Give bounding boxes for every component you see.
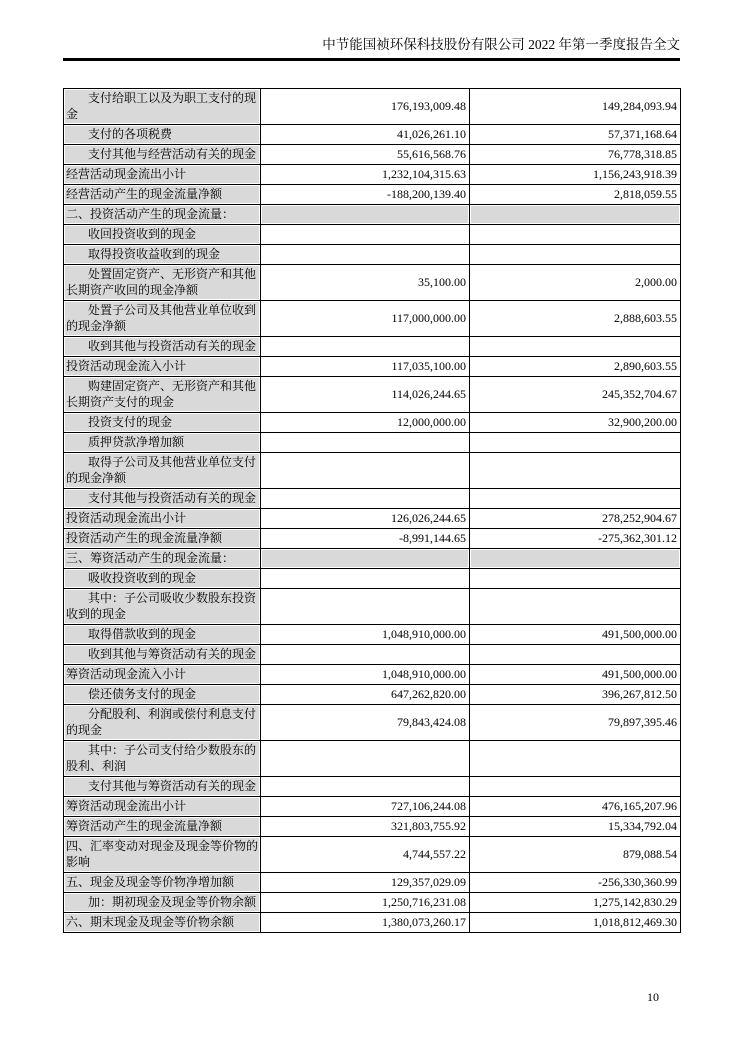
cash-flow-table-body bbox=[64, 89, 681, 933]
prior-period-value-cell: 278,252,904.67 bbox=[470, 509, 681, 529]
table-row bbox=[64, 165, 681, 185]
current-period-value-cell: 117,035,100.00 bbox=[261, 357, 470, 377]
table-row bbox=[64, 125, 681, 145]
table-row bbox=[64, 529, 681, 549]
row-label-cell: 二、投资活动产生的现金流量： bbox=[64, 205, 261, 225]
table-row bbox=[64, 741, 681, 777]
current-period-value-cell bbox=[261, 205, 470, 225]
table-row bbox=[64, 489, 681, 509]
prior-period-value-cell: 396,267,812.50 bbox=[470, 685, 681, 705]
prior-period-value-cell bbox=[470, 245, 681, 265]
table-row bbox=[64, 185, 681, 205]
row-label-cell: 支付给职工以及为职工支付的现金 bbox=[64, 89, 261, 125]
prior-period-value-cell bbox=[470, 205, 681, 225]
table-row bbox=[64, 433, 681, 453]
prior-period-value-cell bbox=[470, 549, 681, 569]
current-period-value-cell bbox=[261, 645, 470, 665]
current-period-value-cell: 1,048,910,000.00 bbox=[261, 625, 470, 645]
prior-period-value-cell: 245,352,704.67 bbox=[470, 377, 681, 413]
table-row bbox=[64, 837, 681, 873]
current-period-value-cell bbox=[261, 589, 470, 625]
row-label-cell: 取得子公司及其他营业单位支付的现金净额 bbox=[64, 453, 261, 489]
prior-period-value-cell: -256,330,360.99 bbox=[470, 873, 681, 893]
report-title: 中节能国祯环保科技股份有限公司 2022 年第一季度报告全文 bbox=[322, 37, 680, 52]
table-row bbox=[64, 873, 681, 893]
row-label-cell: 处置固定资产、无形资产和其他长期资产收回的现金净额 bbox=[64, 265, 261, 301]
row-label-cell: 购建固定资产、无形资产和其他长期资产支付的现金 bbox=[64, 377, 261, 413]
row-label-cell: 投资活动现金流出小计 bbox=[64, 509, 261, 529]
table-row bbox=[64, 377, 681, 413]
prior-period-value-cell: 15,334,792.04 bbox=[470, 817, 681, 837]
prior-period-value-cell bbox=[470, 741, 681, 777]
current-period-value-cell: 114,026,244.65 bbox=[261, 377, 470, 413]
table-row bbox=[64, 413, 681, 433]
current-period-value-cell: 1,232,104,315.63 bbox=[261, 165, 470, 185]
table-row bbox=[64, 777, 681, 797]
page-header bbox=[63, 37, 680, 53]
table-row bbox=[64, 645, 681, 665]
row-label-cell: 支付其他与筹资活动有关的现金 bbox=[64, 777, 261, 797]
current-period-value-cell: 1,250,716,231.08 bbox=[261, 893, 470, 913]
row-label-cell: 三、筹资活动产生的现金流量： bbox=[64, 549, 261, 569]
table-row bbox=[64, 453, 681, 489]
row-label-cell: 支付其他与经营活动有关的现金 bbox=[64, 145, 261, 165]
prior-period-value-cell: 2,890,603.55 bbox=[470, 357, 681, 377]
current-period-value-cell: 176,193,009.48 bbox=[261, 89, 470, 125]
prior-period-value-cell: -275,362,301.12 bbox=[470, 529, 681, 549]
current-period-value-cell: 41,026,261.10 bbox=[261, 125, 470, 145]
row-label-cell: 五、现金及现金等价物净增加额 bbox=[64, 873, 261, 893]
prior-period-value-cell bbox=[470, 453, 681, 489]
cash-flow-table bbox=[63, 88, 681, 933]
current-period-value-cell: 117,000,000.00 bbox=[261, 301, 470, 337]
prior-period-value-cell: 491,500,000.00 bbox=[470, 665, 681, 685]
current-period-value-cell: 1,048,910,000.00 bbox=[261, 665, 470, 685]
current-period-value-cell bbox=[261, 741, 470, 777]
table-row bbox=[64, 225, 681, 245]
prior-period-value-cell bbox=[470, 777, 681, 797]
prior-period-value-cell: 476,165,207.96 bbox=[470, 797, 681, 817]
row-label-cell: 收回投资收到的现金 bbox=[64, 225, 261, 245]
row-label-cell: 取得借款收到的现金 bbox=[64, 625, 261, 645]
table-row bbox=[64, 145, 681, 165]
row-label-cell: 吸收投资收到的现金 bbox=[64, 569, 261, 589]
table-row bbox=[64, 589, 681, 625]
row-label-cell: 六、期末现金及现金等价物余额 bbox=[64, 913, 261, 933]
current-period-value-cell bbox=[261, 337, 470, 357]
row-label-cell: 处置子公司及其他营业单位收到的现金净额 bbox=[64, 301, 261, 337]
current-period-value-cell: 55,616,568.76 bbox=[261, 145, 470, 165]
current-period-value-cell bbox=[261, 245, 470, 265]
table-row bbox=[64, 569, 681, 589]
current-period-value-cell: 12,000,000.00 bbox=[261, 413, 470, 433]
current-period-value-cell bbox=[261, 489, 470, 509]
prior-period-value-cell: 491,500,000.00 bbox=[470, 625, 681, 645]
row-label-cell: 筹资活动现金流入小计 bbox=[64, 665, 261, 685]
table-row bbox=[64, 205, 681, 225]
row-label-cell: 其中：子公司吸收少数股东投资收到的现金 bbox=[64, 589, 261, 625]
row-label-cell: 支付其他与投资活动有关的现金 bbox=[64, 489, 261, 509]
prior-period-value-cell: 879,088.54 bbox=[470, 837, 681, 873]
current-period-value-cell: 129,357,029.09 bbox=[261, 873, 470, 893]
current-period-value-cell bbox=[261, 569, 470, 589]
row-label-cell: 收到其他与投资活动有关的现金 bbox=[64, 337, 261, 357]
page-number: 10 bbox=[647, 990, 659, 1004]
table-row bbox=[64, 705, 681, 741]
row-label-cell: 投资支付的现金 bbox=[64, 413, 261, 433]
table-row bbox=[64, 549, 681, 569]
current-period-value-cell: 35,100.00 bbox=[261, 265, 470, 301]
prior-period-value-cell bbox=[470, 433, 681, 453]
row-label-cell: 取得投资收益收到的现金 bbox=[64, 245, 261, 265]
table-row bbox=[64, 685, 681, 705]
row-label-cell: 投资活动现金流入小计 bbox=[64, 357, 261, 377]
prior-period-value-cell: 2,818,059.55 bbox=[470, 185, 681, 205]
current-period-value-cell: 727,106,244.08 bbox=[261, 797, 470, 817]
prior-period-value-cell bbox=[470, 589, 681, 625]
current-period-value-cell bbox=[261, 225, 470, 245]
current-period-value-cell bbox=[261, 777, 470, 797]
current-period-value-cell: -8,991,144.65 bbox=[261, 529, 470, 549]
header-rule bbox=[63, 58, 680, 61]
row-label-cell: 投资活动产生的现金流量净额 bbox=[64, 529, 261, 549]
current-period-value-cell: -188,200,139.40 bbox=[261, 185, 470, 205]
prior-period-value-cell: 57,371,168.64 bbox=[470, 125, 681, 145]
current-period-value-cell bbox=[261, 549, 470, 569]
row-label-cell: 质押贷款净增加额 bbox=[64, 433, 261, 453]
table-row bbox=[64, 817, 681, 837]
table-row bbox=[64, 301, 681, 337]
prior-period-value-cell: 76,778,318.85 bbox=[470, 145, 681, 165]
prior-period-value-cell bbox=[470, 489, 681, 509]
prior-period-value-cell: 1,275,142,830.29 bbox=[470, 893, 681, 913]
current-period-value-cell: 126,026,244.65 bbox=[261, 509, 470, 529]
prior-period-value-cell: 32,900,200.00 bbox=[470, 413, 681, 433]
prior-period-value-cell: 149,284,093.94 bbox=[470, 89, 681, 125]
current-period-value-cell bbox=[261, 433, 470, 453]
row-label-cell: 筹资活动产生的现金流量净额 bbox=[64, 817, 261, 837]
prior-period-value-cell: 1,018,812,469.30 bbox=[470, 913, 681, 933]
prior-period-value-cell: 2,000.00 bbox=[470, 265, 681, 301]
row-label-cell: 四、汇率变动对现金及现金等价物的影响 bbox=[64, 837, 261, 873]
row-label-cell: 经营活动产生的现金流量净额 bbox=[64, 185, 261, 205]
current-period-value-cell: 647,262,820.00 bbox=[261, 685, 470, 705]
current-period-value-cell: 79,843,424.08 bbox=[261, 705, 470, 741]
current-period-value-cell: 1,380,073,260.17 bbox=[261, 913, 470, 933]
row-label-cell: 支付的各项税费 bbox=[64, 125, 261, 145]
prior-period-value-cell bbox=[470, 645, 681, 665]
row-label-cell: 收到其他与筹资活动有关的现金 bbox=[64, 645, 261, 665]
prior-period-value-cell: 1,156,243,918.39 bbox=[470, 165, 681, 185]
row-label-cell: 筹资活动现金流出小计 bbox=[64, 797, 261, 817]
table-row bbox=[64, 625, 681, 645]
table-row bbox=[64, 265, 681, 301]
table-row bbox=[64, 913, 681, 933]
table-row bbox=[64, 245, 681, 265]
current-period-value-cell: 321,803,755.92 bbox=[261, 817, 470, 837]
table-row bbox=[64, 893, 681, 913]
table-row bbox=[64, 797, 681, 817]
table-row bbox=[64, 89, 681, 125]
prior-period-value-cell bbox=[470, 225, 681, 245]
prior-period-value-cell: 79,897,395.46 bbox=[470, 705, 681, 741]
table-row bbox=[64, 337, 681, 357]
table-row bbox=[64, 357, 681, 377]
current-period-value-cell: 4,744,557.22 bbox=[261, 837, 470, 873]
row-label-cell: 偿还债务支付的现金 bbox=[64, 685, 261, 705]
table-row bbox=[64, 509, 681, 529]
prior-period-value-cell: 2,888,603.55 bbox=[470, 301, 681, 337]
row-label-cell: 经营活动现金流出小计 bbox=[64, 165, 261, 185]
row-label-cell: 分配股利、利润或偿付利息支付的现金 bbox=[64, 705, 261, 741]
row-label-cell: 其中：子公司支付给少数股东的股利、利润 bbox=[64, 741, 261, 777]
prior-period-value-cell bbox=[470, 337, 681, 357]
row-label-cell: 加：期初现金及现金等价物余额 bbox=[64, 893, 261, 913]
table-row bbox=[64, 665, 681, 685]
current-period-value-cell bbox=[261, 453, 470, 489]
prior-period-value-cell bbox=[470, 569, 681, 589]
